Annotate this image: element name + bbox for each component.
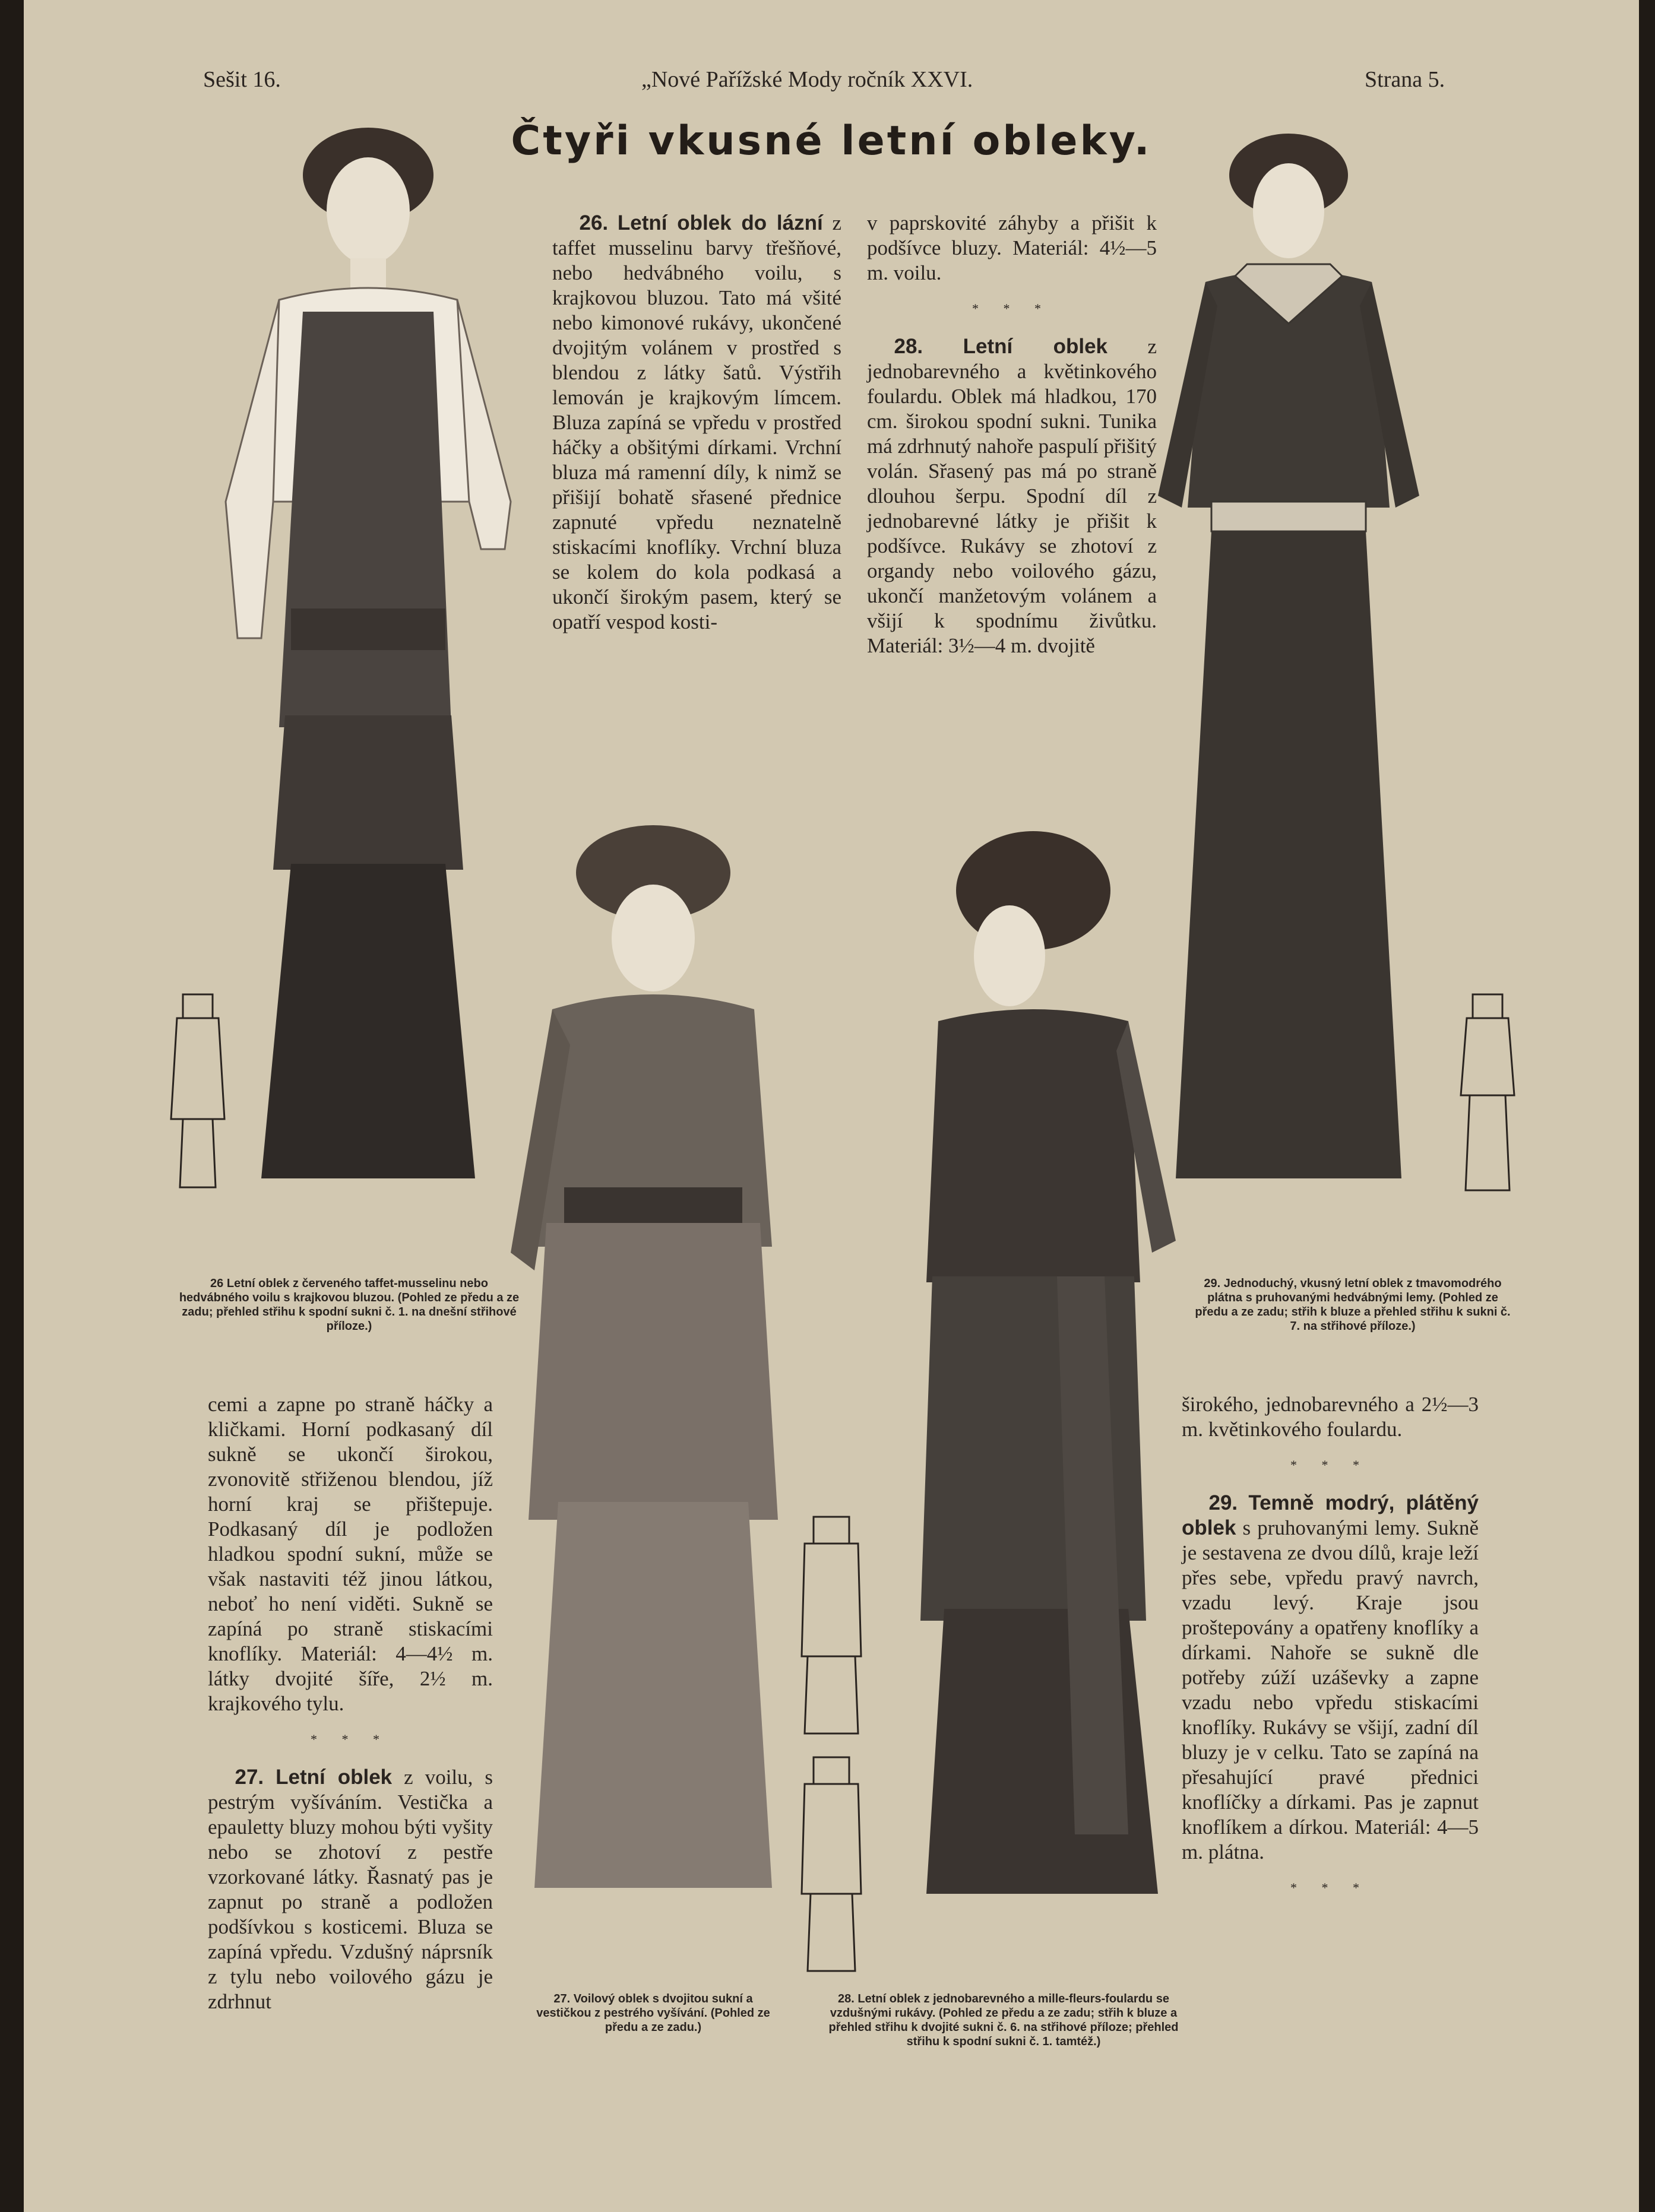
article-28-heading: Letní oblek [963,335,1108,358]
article-29-text [1182,1392,1479,1913]
page-number: Strana 5. [1365,67,1445,92]
article-29-number: 29. [1208,1491,1238,1514]
figure-27-illustration [475,819,808,1953]
article-29-heading: Temně modrý, plátěný oblek [1182,1491,1479,1539]
magazine-title: „Nové Pařížské Mody ročník XXVI. [641,67,973,92]
page-title: Čtyři vkusné letní obleky. [511,118,1152,164]
issue-number: Sešit 16. [203,67,281,92]
article-29-body: s pruhovanými lemy. Sukně je sestavena ze dvou dílů, kraje leží přes sebe, vpředu pravý navrch, vzadu levý. Kraje jsou proštepovány a opatřeny knoflíky a dírkami. Nahoře se sukně dle potřeby zúží uzáševky a zapne vzadu nebo vpředu stiskacími knoflíky. Rukávy se všijí, zadní díl bluzy je v celku. Tato se zapíná na přesahující pravé přednici knoflíčky a dírkami. Pas je zapnut knoflíkem a dírkou. Materiál: 4—5 m. plátna. [1182,1516,1479,1864]
figure-29-back-view-sketch [1455,988,1520,1196]
caption-figure-27: 27. Voilový oblek s dvojitou sukní a vestičkou z pestrého vyšívání. (Pohled ze předu a ze zadu.) [536,1992,770,2034]
article-27-body: z voilu, s pestrým vyšíváním. Vestička a epauletty bluzy mohou býti vyšity nebo se zhotoví z pestře vzorkované látky. Řasnatý pas je zapnut po straně a podložen podšívkou s kosticemi. Bluza se zapíná vpředu. Vzdušný náprsník z tylu nebo voilového gázu je zdrhnut [208,1766,493,2013]
article-27-number: 27. [235,1766,264,1789]
section-divider-stars: * * * [1290,1457,1370,1472]
figure-28-illustration [879,825,1188,1947]
article-28-body: z jednobarevného a květinkového foulardu. Oblek má hladkou, 170 cm. širokou spodní sukni. Tunika má zdrhnutý nahoře paspulí přišitý volán. Sřasený pas má po straně dlouhou šerpu. Spodní díl z jednobarevné látky je přišit k podšívce. Rukávy se zhotoví z organdy nebo voilového gázu, ukončí manžetovým volánem a všijí k spodnímu živůtku. Materiál: 3½—4 m. dvojitě [867,335,1157,657]
article-27-continuation: v paprskovité záhyby a přišit k podšívce bluzy. Materiál: 4½—5 m. voilu. [867,211,1157,284]
article-26-body: z taffet musselinu barvy třešňové, nebo hedvábného voilu, s krajkovou bluzou. Tato má všité nebo kimonové rukávy, ukončené dvojitým volánem v prostřed s blendou z látky šatů. Výstřih lemován je krajkovým límcem. Bluza zapíná se vpředu v prostřed háčky a obšitými dírkami. Vrchní bluza má ramenní díly, k nimž se přišijí bohatě sřasené přednice zapnuté vpředu neznatelně stiskacími knoflíky. Vrchní bluza se kolem do kola podkasá a ukončí širokým pasem, který se opatří vespod kosti- [552,211,842,633]
section-divider-stars: * * * [1290,1880,1370,1895]
article-26-continuation: cemi a zapne po straně háčky a kličkami. Horní podkasaný díl sukně se ukončí širokou, zvonovitě střiženou blendou, jíž horní kraj se přištepuje. Podkasaný díl je podložen hladkou spodní sukní, může se však nastaviti též jinou látkou, neboť ho není viděti. Sukně se zapíná po straně stiskacími knoflíky. Materiál: 4—4½ m. látky dvojité šíře, 2½ m. krajkového tylu. [208,1393,493,1715]
magazine-page [24,0,1639,2212]
figure-27-28-back-view-sketches [790,1514,879,1977]
figure-29-illustration [1152,128,1431,1208]
caption-figure-28: 28. Letní oblek z jednobarevného a mille-fleurs-foulardu se vzdušnými rukávy. (Pohled ze předu a ze zadu; střih k bluze a přehled střihu k dvojité sukni č. 6. na střihové příloze; přehled střihu k spodní sukni č. 1. tamtéž.) [828,1992,1179,2048]
caption-figure-29: 29. Jednoduchý, vkusný letní oblek z tmavomodrého plátna s pruhovanými hedvábnými lemy. (Pohled ze předu a ze zadu; střih k bluze a přehled střihu k sukni č. 7. na střihové příloze.) [1195,1277,1511,1333]
article-28-continuation: širokého, jednobarevného a 2½—3 m. květinkového foulardu. [1182,1393,1479,1441]
figure-26-back-view-sketch [165,988,230,1196]
article-26-text [552,211,841,645]
caption-figure-26: 26 Letní oblek z červeného taffet-musselinu nebo hedvábného voilu s krajkovou bluzou. (Pohled ze předu a ze zadu; přehled střihu k spodní sukni č. 1. na dnešní střihové příloze.) [179,1277,520,1333]
article-28-number: 28. [894,335,923,358]
article-27-text [208,1392,493,2025]
section-divider-stars: * * * [311,1732,390,1747]
article-27-heading: Letní oblek [276,1766,393,1789]
article-26-heading: Letní oblek do lázní [617,211,823,234]
section-divider-stars: * * * [972,301,1052,316]
article-28-text [867,211,1157,669]
article-26-number: 26. [579,211,609,234]
